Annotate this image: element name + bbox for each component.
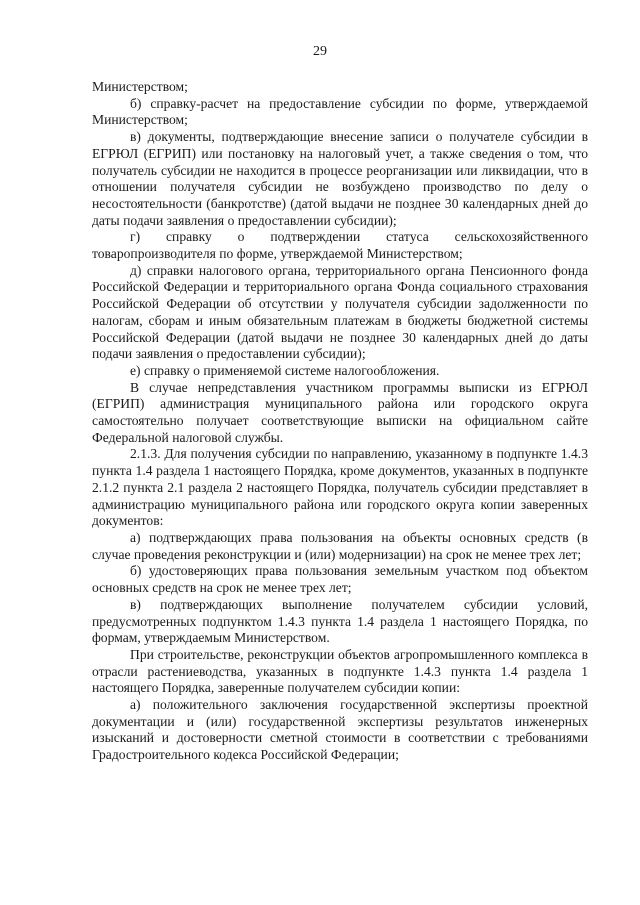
paragraph: Министерством; <box>92 79 188 94</box>
paragraph: а) подтверждающих права пользования на объекты основных средств (в случае проведения реконструкции и (или) модернизации) на срок не менее трех лет; <box>92 529 588 562</box>
paragraph: б) удостоверяющих права пользования земельным участком под объектом основных средств на срок не менее трех лет; <box>92 563 588 596</box>
paragraph: е) справку о применяемой системе налогообложения. <box>130 362 440 378</box>
paragraph: В случае непредставления участником программы выписки из ЕГРЮЛ (ЕГРИП) администрация муниципального района или городского округа самостоятельно получает соответствующие выписки на официальном сайте Федеральной налоговой службы. <box>92 379 588 445</box>
page-number: 29 <box>313 44 327 59</box>
paragraph: д) справки налогового органа, территориального органа Пенсионного фонда Российской Федерации и территориального органа Фонда социального страхования Российской Федерации об отсутствии у получателя субсидии задолженности по налогам, сборам и иным обязательным платежам в бюджеты бюджетной системы Российской Федерации (датой выдачи не позднее 30 календарных дней до даты подачи заявления о предоставлении субсидии); <box>92 262 588 362</box>
paragraph: б) справку-расчет на предоставление субсидии по форме, утверждаемой Министерством; <box>92 95 588 128</box>
paragraph: в) подтверждающих выполнение получателем субсидии условий, предусмотренных подпунктом 1.4.3 пункта 1.4 раздела 1 настоящего Порядка, по формам, утверждаемым Министерством. <box>92 596 588 646</box>
document-body <box>92 79 588 764</box>
paragraph: г) справку о подтверждении статуса сельскохозяйственного товаропроизводителя по форме, утверждаемой Министерством; <box>92 229 588 262</box>
paragraph: При строительстве, реконструкции объектов агропромышленного комплекса в отрасли растениеводства, указанных в подпункте 1.4.3 пункта 1.4 раздела 1 настоящего Порядка, заверенные получателем субсидии копии: <box>92 646 588 696</box>
paragraph: а) положительного заключения государственной экспертизы проектной документации и (или) государственной экспертизы результатов инженерных изысканий и достоверности сметной стоимости в соответствии с требованиями Градостроительного кодекса Российской Федерации; <box>92 697 588 763</box>
paragraph: в) документы, подтверждающие внесение записи о получателе субсидии в ЕГРЮЛ (ЕГРИП) или постановку на налоговый учет, а также сведения о том, что получатель субсидии не находится в процессе реорганизации или ликвидации, что в отношении получателя субсидии не возбуждено производство по делу о несостоятельности (банкротстве) (датой выдачи не позднее 30 календарных дней до даты подачи заявления о предоставлении субсидии); <box>92 129 588 228</box>
paragraph: 2.1.3. Для получения субсидии по направлению, указанному в подпункте 1.4.3 пункта 1.4 раздела 1 настоящего Порядка, кроме документов, указанных в подпункте 2.1.2 пункта 2.1 раздела 2 настоящего Порядка, получатель субсидии представляет в администрацию муниципального района или городского округа копии заверенных документов: <box>92 446 588 529</box>
